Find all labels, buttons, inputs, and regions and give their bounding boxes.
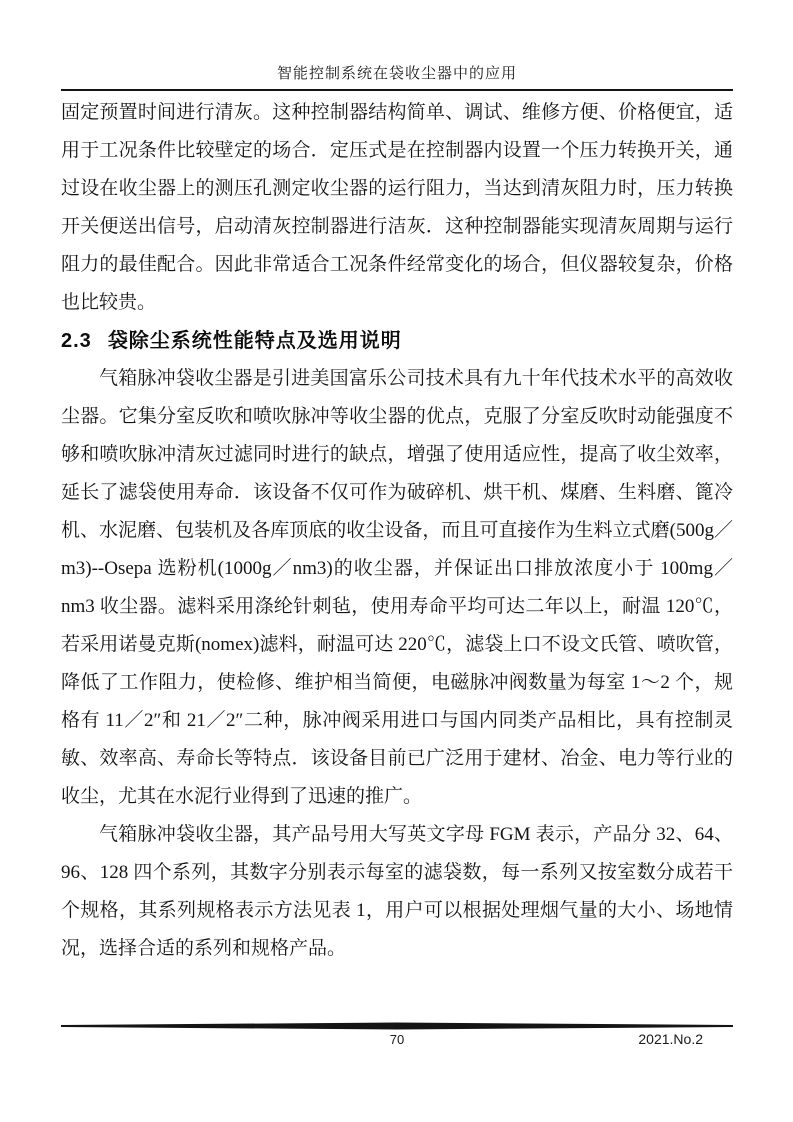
footer-divider-line bbox=[61, 1021, 733, 1031]
section-title: 袋除尘系统性能特点及选用说明 bbox=[107, 330, 402, 352]
running-header bbox=[61, 64, 733, 91]
section-heading bbox=[61, 322, 733, 360]
paragraph-product-series: 气箱脉冲袋收尘器，其产品号用大写英文字母 FGM 表示，产品分 32、64、96、128 四个系列，其数字分别表示每室的滤袋数，每一系列又按室数分成若干个规格，其系列规格表示方法见表 1，用户可以根据处理烟气量的大小、场地情况，选择合适的系列和规格产品。 bbox=[61, 824, 733, 959]
paragraph-equipment-description: 气箱脉冲袋收尘器是引进美国富乐公司技术具有九十年代技术水平的高效收尘器。它集分室反吹和喷吹脉冲等收尘器的优点，克服了分室反吹时动能强度不够和喷吹脉冲清灰过滤同时进行的缺点，增强了使用适应性，提高了收尘效率，延长了滤袋使用寿命．该设备不仅可作为破碎机、烘干机、煤磨、生料磨、篦冷机、水泥磨、包装机及各库顶底的收尘设备，而且可直接作为生料立式磨(500g／m3)--Osepa 选粉机(1000g／nm3)的收尘器，并保证出口排放浓度小于 100mg／nm3 收尘器。滤料采用涤纶针刺毡，使用寿命平均可达二年以上，耐温 120℃，若采用诺曼克斯(nomex)滤料，耐温可达 220℃，滤袋上口不设文氏管、喷吹管，降低了工作阻力，使检修、维护相当简便，电磁脉冲阀数量为每室 1～2 个，规格有 11／2″和 21／2″二种，脉冲阀采用进口与国内同类产品相比，具有控制灵敏、效率高、寿命长等特点．该设备目前已广泛用于建材、冶金、电力等行业的收尘，尤其在水泥行业得到了迅速的推广。 bbox=[61, 368, 733, 807]
page-body bbox=[61, 94, 733, 968]
paragraph-continuation: 固定预置时间进行清灰。这种控制器结构简单、调试、维修方便、价格便宜，适用于工况条件比较壁定的场合．定压式是在控制器内设置一个压力转换开关，通过设在收尘器上的测压孔测定收尘器的运行阻力，当达到清灰阻力时，压力转换开关便送出信号，启动清灰控制器进行洁灰．这种控制器能实现清灰周期与运行阻力的最佳配合。因此非常适合工况条件经常变化的场合，但仪器较复杂，价格也比较贵。 bbox=[61, 102, 733, 313]
page-number: 70 bbox=[389, 1032, 405, 1047]
page-title: 智能控制系统在袋收尘器中的应用 bbox=[276, 66, 517, 82]
section-number: 2.3 bbox=[61, 330, 92, 352]
issue-number: 2021.No.2 bbox=[638, 1031, 703, 1047]
